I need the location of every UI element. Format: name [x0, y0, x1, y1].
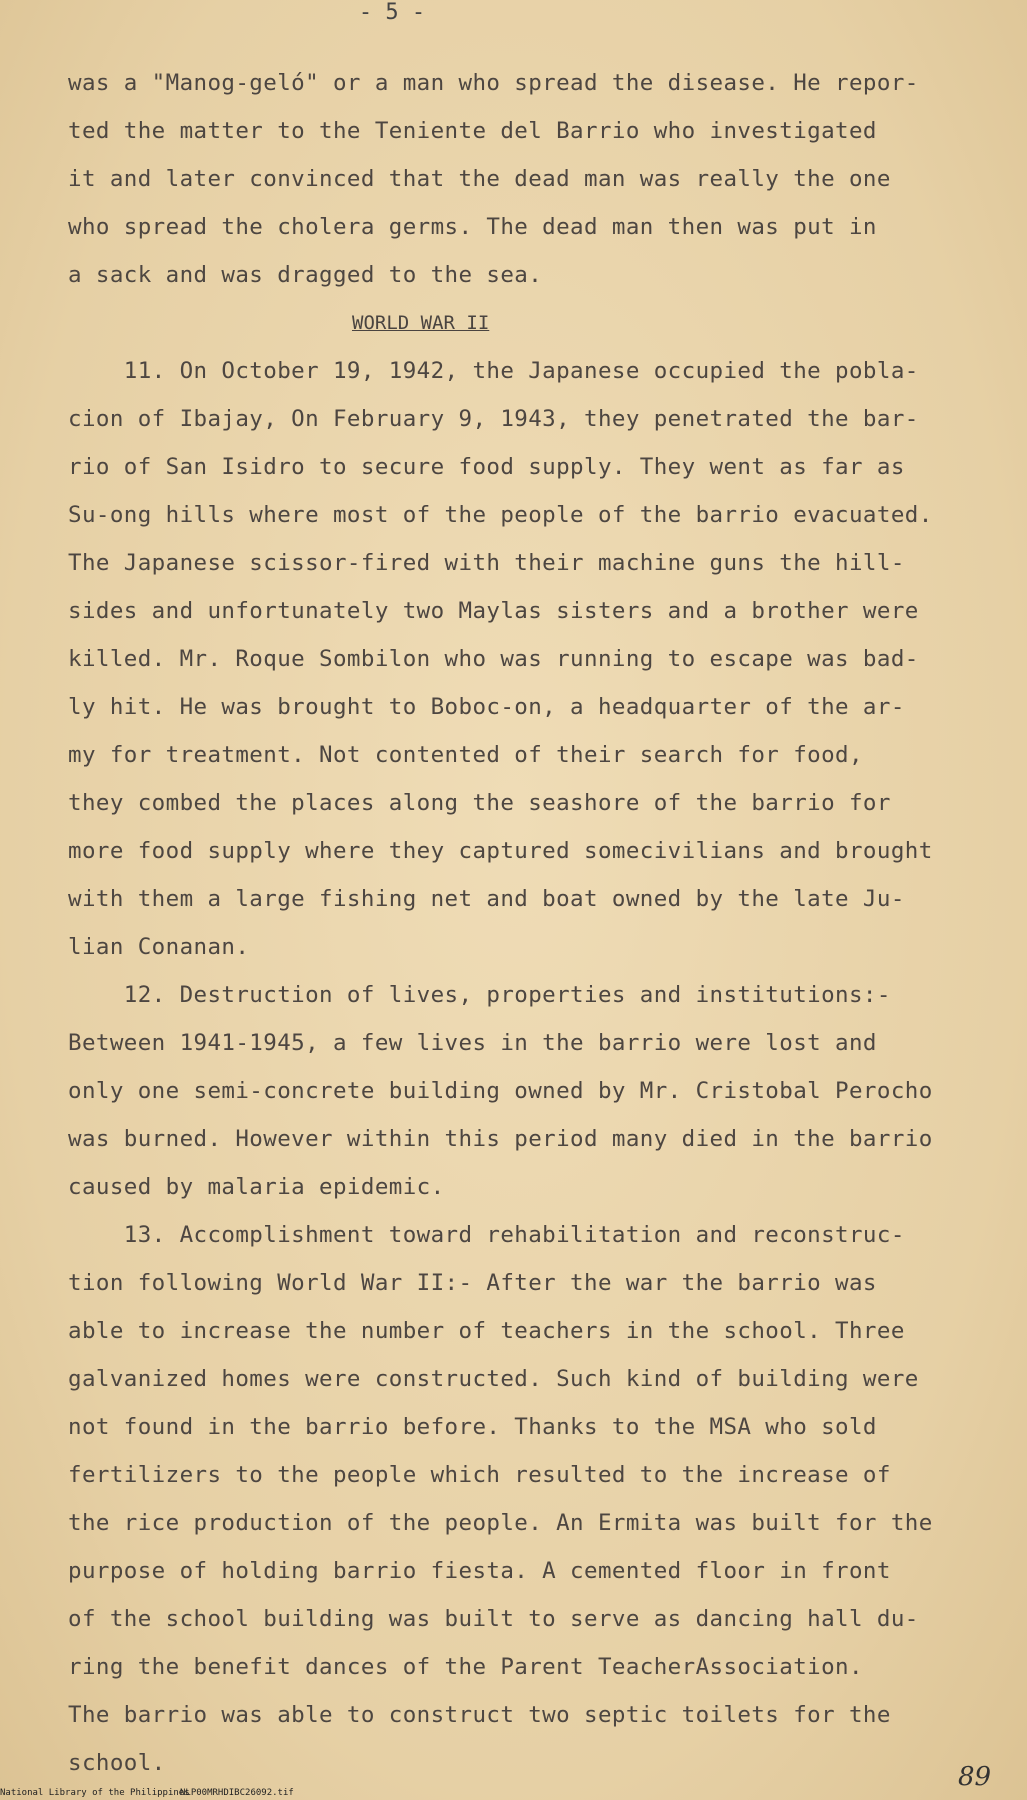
text-line: ly hit. He was brought to Boboc-on, a headquarter of the ar-: [68, 694, 905, 720]
text-line: with them a large fishing net and boat owned by the late Ju-: [68, 886, 905, 912]
text-line: 13. Accomplishment toward rehabilitation and reconstruc-: [68, 1222, 905, 1248]
text-line: caused by malaria epidemic.: [68, 1174, 445, 1200]
text-line: it and later convinced that the dead man was really the one: [68, 166, 891, 192]
footer-library: National Library of the Philippines: [0, 1788, 190, 1798]
text-line: able to increase the number of teachers in the school. Three: [68, 1318, 905, 1344]
section-heading: WORLD WAR II: [352, 312, 490, 334]
text-line: more food supply where they captured somecivilians and brought: [68, 838, 933, 864]
page-number: - 5 -: [358, 0, 426, 25]
text-line: killed. Mr. Roque Sombilon who was running to escape was bad-: [68, 646, 919, 672]
text-line: 12. Destruction of lives, properties and institutions:-: [68, 982, 891, 1008]
text-line: was burned. However within this period many died in the barrio: [68, 1126, 933, 1152]
text-line: The barrio was able to construct two septic toilets for the: [68, 1702, 891, 1728]
text-line: galvanized homes were constructed. Such kind of building were: [68, 1366, 919, 1392]
text-line: not found in the barrio before. Thanks to the MSA who sold: [68, 1414, 877, 1440]
text-line: purpose of holding barrio fiesta. A cemented floor in front: [68, 1558, 891, 1584]
handwritten-folio-number: 89: [958, 1762, 992, 1792]
text-line: 11. On October 19, 1942, the Japanese occupied the pobla-: [68, 358, 919, 384]
text-line: the rice production of the people. An Ermita was built for the: [68, 1510, 933, 1536]
text-line: school.: [68, 1750, 166, 1776]
text-line: only one semi-concrete building owned by Mr. Cristobal Perocho: [68, 1078, 933, 1104]
text-line: they combed the places along the seashore of the barrio for: [68, 790, 891, 816]
text-line: sides and unfortunately two Maylas sisters and a brother were: [68, 598, 919, 624]
text-line: my for treatment. Not contented of their search for food,: [68, 742, 863, 768]
text-line: lian Conanan.: [68, 934, 250, 960]
text-line: of the school building was built to serve as dancing hall du-: [68, 1606, 919, 1632]
text-line: ted the matter to the Teniente del Barrio who investigated: [68, 118, 877, 144]
text-line: rio of San Isidro to secure food supply. They went as far as: [68, 454, 905, 480]
text-line: cion of Ibajay, On February 9, 1943, they penetrated the bar-: [68, 406, 919, 432]
text-line: tion following World War II:- After the war the barrio was: [68, 1270, 877, 1296]
text-line: fertilizers to the people which resulted to the increase of: [68, 1462, 891, 1488]
text-line: Between 1941-1945, a few lives in the barrio were lost and: [68, 1030, 877, 1056]
text-line: Su-ong hills where most of the people of the barrio evacuated.: [68, 502, 933, 528]
text-line: a sack and was dragged to the sea.: [68, 262, 543, 288]
text-line: was a "Manog-geló" or a man who spread the disease. He repor-: [68, 70, 919, 96]
text-line: who spread the cholera germs. The dead man then was put in: [68, 214, 877, 240]
text-line: The Japanese scissor-fired with their machine guns the hill-: [68, 550, 905, 576]
footer-file-name: NLP00MRHDIBC26092.tif: [180, 1788, 294, 1798]
text-line: ring the benefit dances of the Parent TeacherAssociation.: [68, 1654, 863, 1680]
